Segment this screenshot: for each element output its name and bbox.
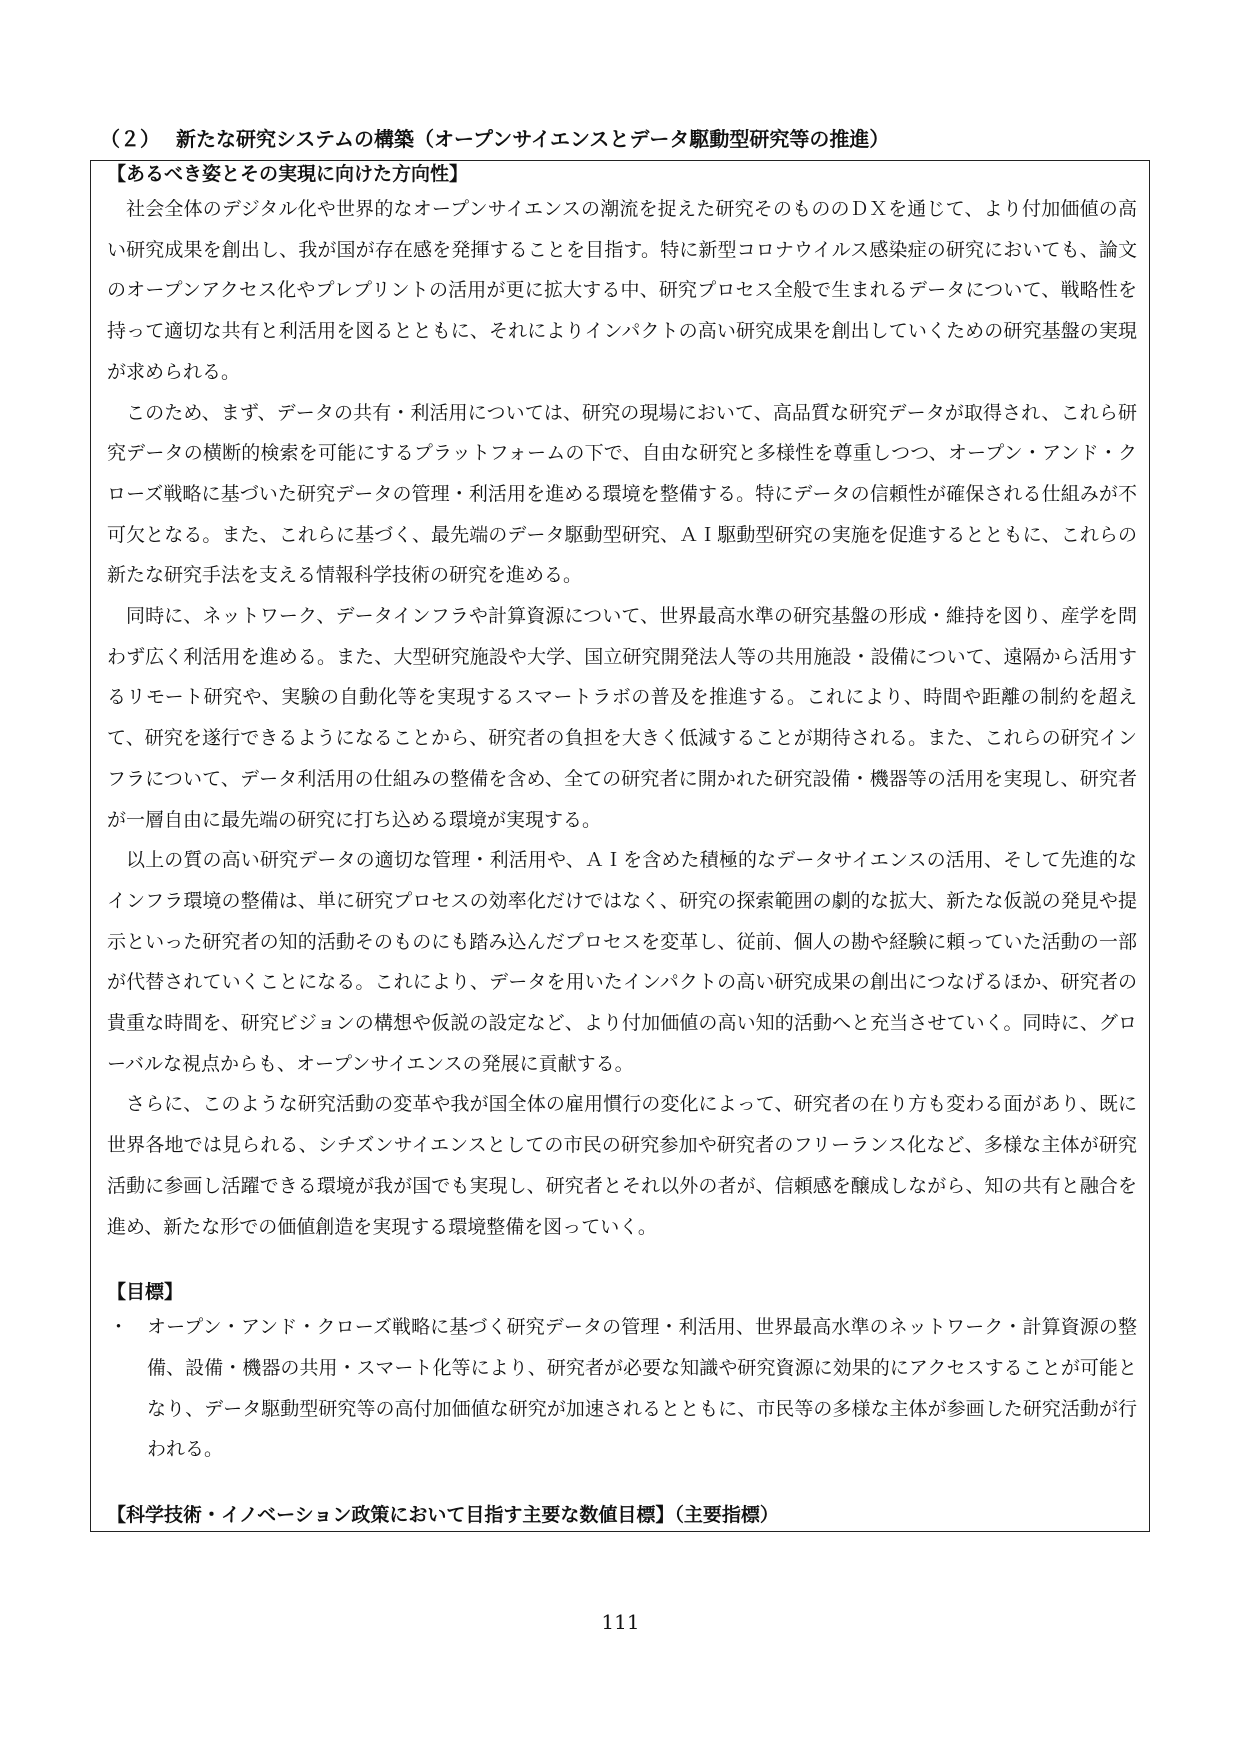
paragraph-2: このため、まず、データの共有・利活用については、研究の現場において、高品質な研究データが取得され、これら研究データの横断的検索を可能にするプラットフォームの下で、自由な研究と多様性を尊重しつつ、オープン・アンド・クローズ戦略に基づいた研究データの管理・利活用を進める環境を整備する。特にデータの信頼性が確保される仕組みが不可欠となる。また、これらに基づく、最先端のデータ駆動型研究、ＡＩ駆動型研究の実施を促進するとともに、これらの新たな研究手法を支える情報科学技術の研究を進める。 <box>107 401 1137 587</box>
section-number: （２） <box>100 127 160 151</box>
content-box <box>90 160 1150 1532</box>
goal-heading: 【目標】 <box>107 1281 184 1304</box>
goal-item <box>107 1307 1137 1470</box>
paragraph-5: さらに、このような研究活動の変革や我が国全体の雇用慣行の変化によって、研究者の在り方も変わる面があり、既に世界各地では見られる、シチズンサイエンスとしての市民の研究参加や研究者のフリーランス化など、多様な主体が研究活動に参画し活躍できる環境が我が国でも実現し、研究者とそれ以外の者が、信頼感を醸成しながら、知の共有と融合を進め、新たな形での価値創造を実現する環境整備を図っていく。 <box>107 1093 1137 1238</box>
bullet-mark: ・ <box>109 1316 129 1339</box>
vision-heading: 【あるべき姿とその実現に向けた方向性】 <box>107 163 469 185</box>
spacer <box>107 1470 1137 1500</box>
goal-text: オープン・アンド・クローズ戦略に基づく研究データの管理・利活用、世界最高水準のネットワーク・計算資源の整備、設備・機器の共用・スマート化等により、研究者が必要な知識や研究資源に効果的にアクセスすることが可能となり、データ駆動型研究等の高付加価値な研究が加速されるとともに、市民等の多様な主体が参画した研究活動が行われる。 <box>147 1316 1137 1461</box>
paragraph-1: 社会全体のデジタル化や世界的なオープンサイエンスの潮流を捉えた研究そのもののＤＸを通じて、より付加価値の高い研究成果を創出し、我が国が存在感を発揮することを目指す。特に新型コロナウイルス感染症の研究においても、論文のオープンアクセス化やプレプリントの活用が更に拡大する中、研究プロセス全般で生まれるデータについて、戦略性を持って適切な共有と利活用を図るとともに、それによりインパクトの高い研究成果を創出していくための研究基盤の実現が求められる。 <box>107 198 1137 383</box>
kpi-heading: 【科学技術・イノベーション政策において目指す主要な数値目標】（主要指標） <box>107 1504 779 1527</box>
paragraph-4: 以上の質の高い研究データの適切な管理・利活用や、ＡＩを含めた積極的なデータサイエンスの活用、そして先進的なインフラ環境の整備は、単に研究プロセスの効率化だけではなく、研究の探索範囲の劇的な拡大、新たな仮説の発見や提示といった研究者の知的活動そのものにも踏み込んだプロセスを変革し、従前、個人の勘や経験に頼っていた活動の一部が代替されていくことになる。これにより、データを用いたインパクトの高い研究成果の創出につなげるほか、研究者の貴重な時間を、研究ビジョンの構想や仮説の設定など、より付加価値の高い知的活動へと充当させていく。同時に、グローバルな視点からも、オープンサイエンスの発展に貢献する。 <box>107 849 1137 1075</box>
paragraph-3: 同時に、ネットワーク、データインフラや計算資源について、世界最高水準の研究基盤の形成・維持を図り、産学を問わず広く利活用を進める。また、大型研究施設や大学、国立研究開発法人等の共用施設・設備について、遠隔から活用するリモート研究や、実験の自動化等を実現するスマートラボの普及を推進する。これにより、時間や距離の制約を超えて、研究を遂行できるようになることから、研究者の負担を大きく低減することが期待される。また、これらの研究インフラについて、データ利活用の仕組みの整備を含め、全ての研究者に開かれた研究設備・機器等の活用を実現し、研究者が一層自由に最先端の研究に打ち込める環境が実現する。 <box>107 605 1137 831</box>
section-heading <box>100 124 1150 154</box>
page-number: 111 <box>601 1610 640 1634</box>
content-box-inner <box>107 161 1137 1530</box>
spacer <box>107 1247 1137 1277</box>
section-title: 新たな研究システムの構築（オープンサイエンスとデータ駆動型研究等の推進） <box>176 127 890 151</box>
